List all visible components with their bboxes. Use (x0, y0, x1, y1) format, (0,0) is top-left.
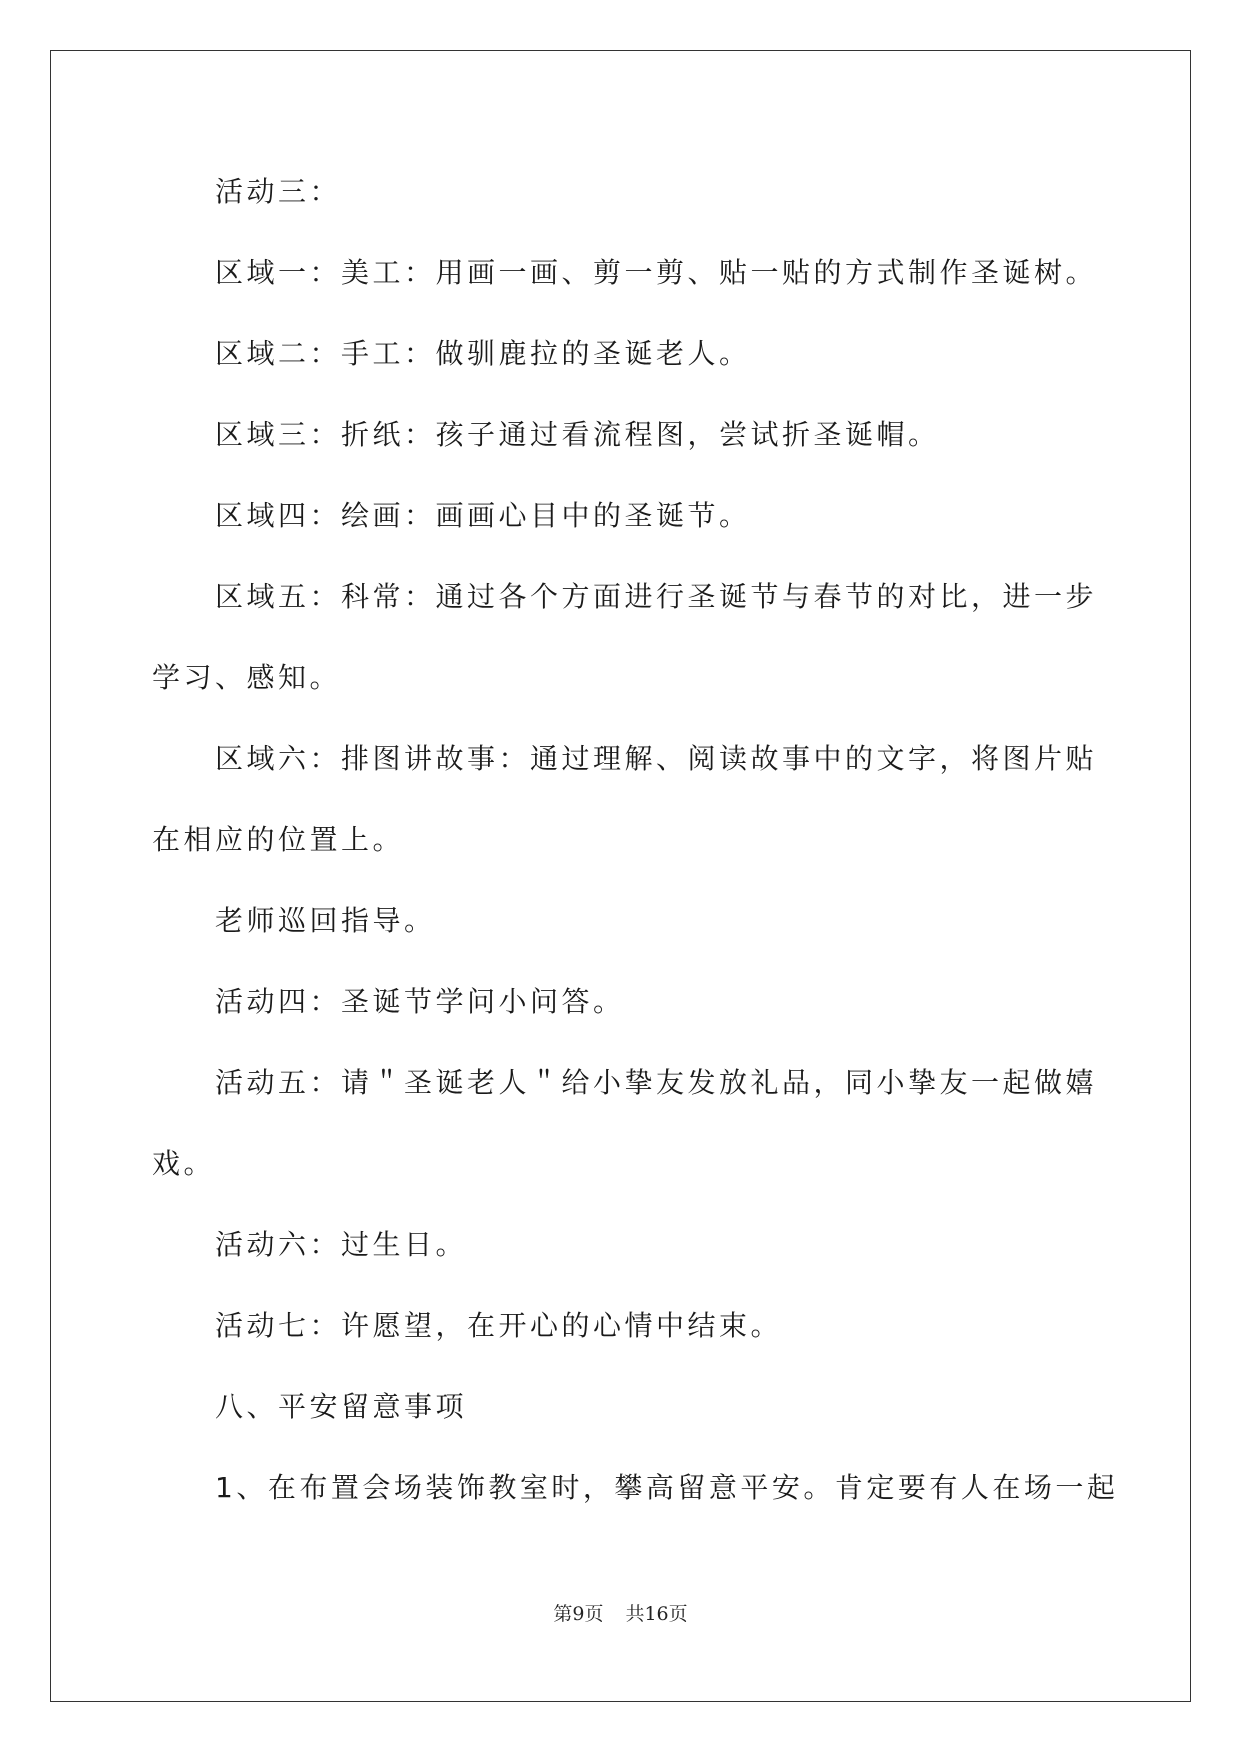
paragraph-safety-1: 1、在布置会场装饰教室时，攀高留意平安。肯定要有人在场一起 (215, 1471, 1119, 1504)
page-footer (0, 1599, 1241, 1626)
paragraph-activity-6: 活动六：过生日。 (215, 1228, 468, 1261)
paragraph-activity-7: 活动七：许愿望，在开心的心情中结束。 (215, 1309, 783, 1342)
paragraph-area-5: 区域五：科常：通过各个方面进行圣诞节与春节的对比，进一步 (215, 580, 1098, 613)
paragraph-activity-5-cont: 戏。 (152, 1147, 216, 1180)
paragraph-teacher-guide: 老师巡回指导。 (215, 904, 436, 937)
paragraph-activity-5: 活动五：请＂圣诞老人＂给小挚友发放礼品，同小挚友一起做嬉 (215, 1066, 1098, 1099)
paragraph-activity-4: 活动四：圣诞节学问小问答。 (215, 985, 625, 1018)
page-border (50, 50, 1191, 1702)
page-total: 共16页 (625, 1603, 688, 1625)
paragraph-area-5-cont: 学习、感知。 (152, 661, 342, 694)
paragraph-area-6-cont: 在相应的位置上。 (152, 823, 405, 856)
paragraph-area-6: 区域六：排图讲故事：通过理解、阅读故事中的文字，将图片贴 (215, 742, 1098, 775)
section-heading-safety: 八、平安留意事项 (215, 1390, 468, 1423)
paragraph-area-1: 区域一：美工：用画一画、剪一剪、贴一贴的方式制作圣诞树。 (215, 256, 1098, 289)
paragraph-area-3: 区域三：折纸：孩子通过看流程图，尝试折圣诞帽。 (215, 418, 940, 451)
page-number: 第9页 (553, 1603, 604, 1625)
paragraph-area-4: 区域四：绘画：画画心目中的圣诞节。 (215, 499, 751, 532)
paragraph-area-2: 区域二：手工：做驯鹿拉的圣诞老人。 (215, 337, 751, 370)
paragraph-activity-3: 活动三： (215, 175, 342, 208)
